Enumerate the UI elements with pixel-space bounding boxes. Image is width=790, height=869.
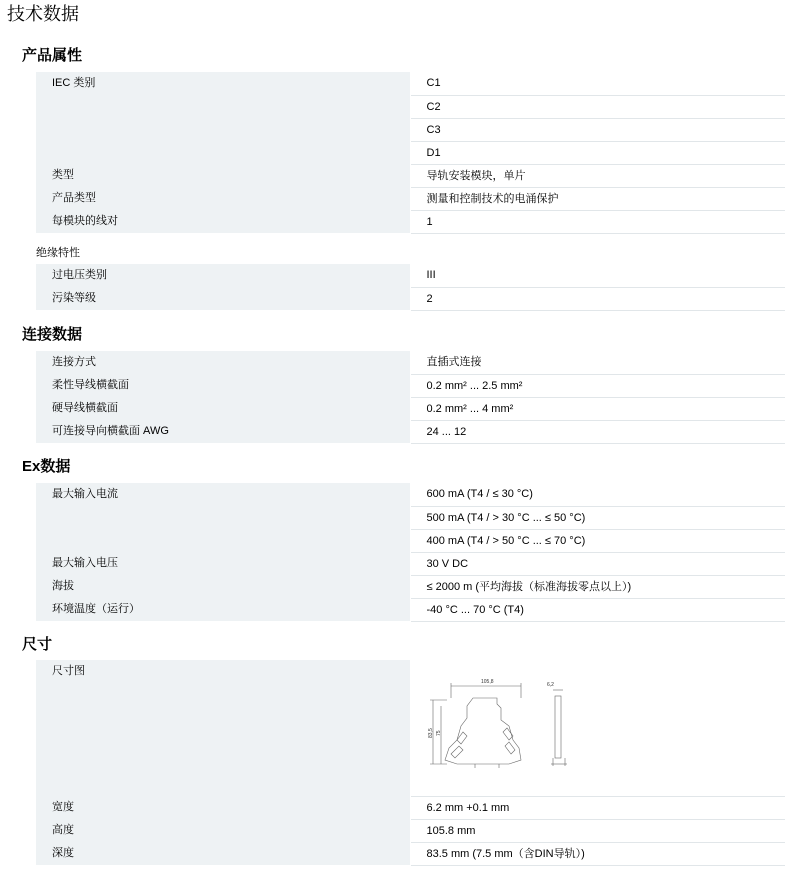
flexible-cross-section-value: 0.2 mm² ... 2.5 mm² bbox=[410, 374, 785, 397]
dim-width-text: 105,8 bbox=[480, 679, 494, 685]
iec-category-label: IEC 类别 bbox=[36, 72, 410, 164]
page-title: 技术数据 bbox=[7, 4, 79, 24]
type-label: 类型 bbox=[36, 164, 410, 187]
section-title-dimensions: 尺寸 bbox=[22, 636, 53, 653]
table-row bbox=[36, 397, 785, 420]
flexible-cross-section-label: 柔性导线横截面 bbox=[36, 374, 410, 397]
section-title-ex: Ex数据 bbox=[22, 458, 71, 475]
altitude-label: 海拔 bbox=[36, 575, 410, 598]
table-row bbox=[36, 72, 785, 95]
subheading-insulation: 绝缘特性 bbox=[36, 247, 80, 259]
max-current-value: 500 mA (T4 / > 30 °C ... ≤ 50 °C) bbox=[410, 506, 785, 529]
ambient-temp-label: 环境温度（运行） bbox=[36, 598, 410, 621]
table-row bbox=[36, 420, 785, 443]
iec-category-value: C1 bbox=[410, 72, 785, 95]
table-row bbox=[36, 842, 785, 865]
table-row bbox=[36, 819, 785, 842]
table-row bbox=[36, 164, 785, 187]
solid-cross-section-label: 硬导线横截面 bbox=[36, 397, 410, 420]
table-row bbox=[36, 374, 785, 397]
iec-category-value: C3 bbox=[410, 118, 785, 141]
table-row bbox=[36, 575, 785, 598]
section-title-connection: 连接数据 bbox=[22, 326, 83, 343]
dim-height-inner-text: 75 bbox=[435, 730, 442, 736]
table-row bbox=[36, 660, 785, 796]
max-voltage-value: 30 V DC bbox=[410, 552, 785, 575]
dim-thickness-text: 6,2 bbox=[546, 682, 554, 688]
overvoltage-label: 过电压类别 bbox=[36, 264, 410, 287]
overvoltage-value: III bbox=[410, 264, 785, 287]
connection-table bbox=[36, 351, 785, 444]
table-row bbox=[36, 483, 785, 506]
product-properties-table bbox=[36, 72, 785, 234]
altitude-value: ≤ 2000 m (平均海拔（标准海拔零点以上）) bbox=[410, 575, 785, 598]
connection-method-value: 直插式连接 bbox=[410, 351, 785, 374]
insulation-table bbox=[36, 264, 785, 311]
product-type-label: 产品类型 bbox=[36, 187, 410, 210]
pollution-value: 2 bbox=[410, 287, 785, 310]
awg-label: 可连接导向横截面 AWG bbox=[36, 420, 410, 443]
ambient-temp-value: -40 °C ... 70 °C (T4) bbox=[410, 598, 785, 621]
depth-value: 83.5 mm (7.5 mm（含DIN导轨）) bbox=[410, 842, 785, 865]
dim-height-outer-text: 83,5 bbox=[427, 728, 434, 738]
table-row bbox=[36, 287, 785, 310]
depth-label: 深度 bbox=[36, 842, 410, 865]
connection-method-label: 连接方式 bbox=[36, 351, 410, 374]
solid-cross-section-value: 0.2 mm² ... 4 mm² bbox=[410, 397, 785, 420]
awg-value: 24 ... 12 bbox=[410, 420, 785, 443]
type-value: 导轨安装模块，单片 bbox=[410, 164, 785, 187]
pollution-label: 污染等级 bbox=[36, 287, 410, 310]
section-title-product: 产品属性 bbox=[22, 47, 83, 64]
height-label: 高度 bbox=[36, 819, 410, 842]
max-current-value: 400 mA (T4 / > 50 °C ... ≤ 70 °C) bbox=[410, 529, 785, 552]
dimension-drawing bbox=[427, 670, 577, 770]
table-row bbox=[36, 552, 785, 575]
pairs-label: 每模块的线对 bbox=[36, 210, 410, 233]
table-row bbox=[36, 264, 785, 287]
max-current-label: 最大输入电流 bbox=[36, 483, 410, 552]
max-current-value: 600 mA (T4 / ≤ 30 °C) bbox=[410, 483, 785, 506]
table-row bbox=[36, 187, 785, 210]
width-value: 6.2 mm +0.1 mm bbox=[410, 796, 785, 819]
pairs-value: 1 bbox=[410, 210, 785, 233]
table-row bbox=[36, 210, 785, 233]
width-label: 宽度 bbox=[36, 796, 410, 819]
ex-data-table bbox=[36, 483, 785, 622]
iec-category-value: C2 bbox=[410, 95, 785, 118]
dimensions-table bbox=[36, 660, 785, 866]
product-type-value: 测量和控制技术的电涌保护 bbox=[410, 187, 785, 210]
table-row bbox=[36, 796, 785, 819]
height-value: 105.8 mm bbox=[410, 819, 785, 842]
iec-category-value: D1 bbox=[410, 141, 785, 164]
table-row bbox=[36, 598, 785, 621]
dimension-drawing-cell bbox=[410, 660, 785, 796]
dimension-drawing-label: 尺寸图 bbox=[36, 660, 410, 796]
max-voltage-label: 最大输入电压 bbox=[36, 552, 410, 575]
table-row bbox=[36, 351, 785, 374]
